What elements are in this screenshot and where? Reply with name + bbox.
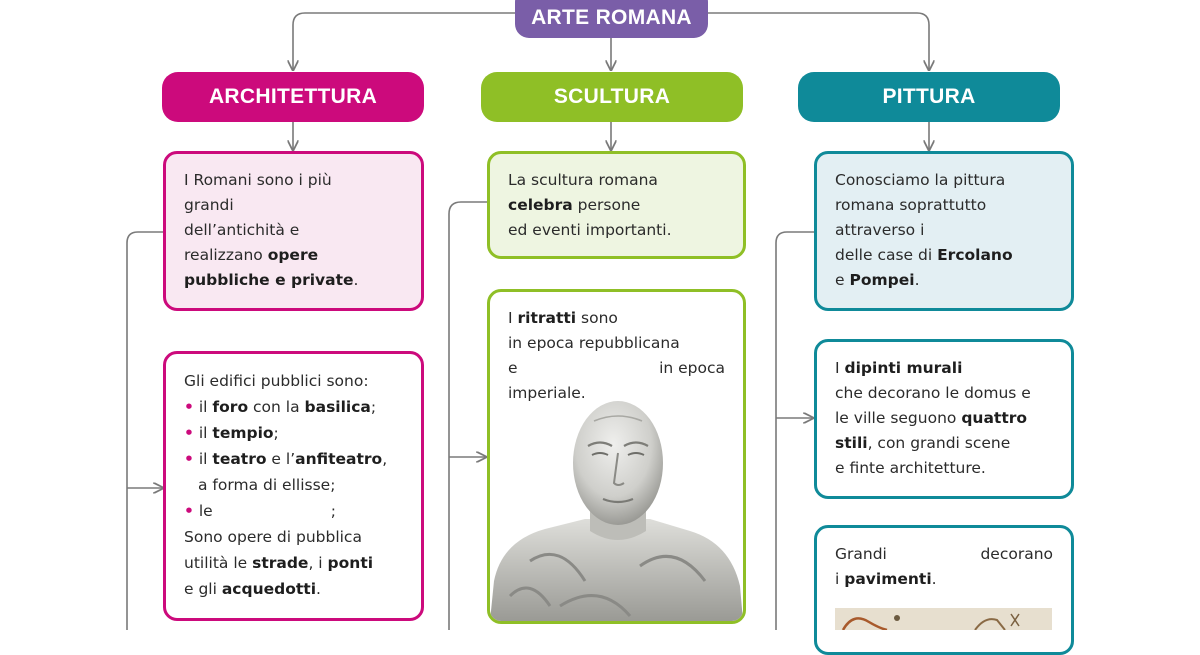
architettura-buildings-box <box>163 351 424 621</box>
text-span: le <box>198 502 213 520</box>
text-span: I <box>508 309 518 327</box>
keyword: anfiteatro <box>295 450 383 468</box>
keyword: celebra <box>508 196 573 214</box>
pittura-floors-box <box>814 525 1074 655</box>
bullet-item <box>184 498 403 524</box>
text-line <box>835 567 1053 592</box>
keyword: opere <box>267 246 319 264</box>
text-span: il <box>198 398 213 416</box>
bullet-icon: • <box>184 424 194 442</box>
header-architettura <box>162 72 424 122</box>
keyword: Ercolano <box>937 246 1013 264</box>
text-span: decorano <box>980 545 1053 563</box>
bullet-item <box>184 446 403 472</box>
text-line <box>508 306 725 331</box>
keyword: ritratti <box>517 309 577 327</box>
bullet-item <box>184 420 403 446</box>
connector-title-architettura <box>293 13 515 70</box>
text-line <box>184 268 403 293</box>
text-span: e l’ <box>266 450 296 468</box>
text-span: utilità le <box>184 554 253 572</box>
text-line: Sono opere di pubblica <box>184 528 362 546</box>
text-span: . <box>353 271 359 289</box>
text-line: attraverso i <box>835 221 925 239</box>
keyword: stili <box>835 434 868 452</box>
text-span: . <box>931 570 937 588</box>
text-span: persone <box>572 196 641 214</box>
text-span: . <box>316 580 321 598</box>
keyword: teatro <box>212 450 267 468</box>
keyword: dipinti murali <box>844 359 963 377</box>
keyword: pubbliche e private <box>184 271 354 289</box>
mosaic-image <box>835 608 1052 630</box>
text-line <box>184 576 403 602</box>
text-span: in epoca <box>659 359 725 377</box>
header-architettura-text: ARCHITETTURA <box>208 85 378 108</box>
bullet-icon: • <box>184 450 194 468</box>
text-span: sono <box>576 309 618 327</box>
text-line: grandi <box>184 196 234 214</box>
keyword: strade <box>252 554 309 572</box>
text-span: I <box>835 359 845 377</box>
text-span: , i <box>308 554 328 572</box>
bullet-item <box>184 394 403 420</box>
pittura-intro-box <box>814 151 1074 311</box>
text-line: ed eventi importanti. <box>508 221 672 239</box>
text-span: con la <box>248 398 305 416</box>
connector-mid-bracket <box>449 202 488 630</box>
text-line: La scultura romana <box>508 171 658 189</box>
scultura-portrait-box <box>487 289 746 624</box>
pittura-murals-box <box>814 339 1074 499</box>
header-scultura-text: SCULTURA <box>553 85 671 108</box>
text-line: I Romani sono i più <box>184 171 332 189</box>
text-line: a forma di ellisse; <box>198 476 336 494</box>
text-line: che decorano le domus e <box>835 384 1031 402</box>
connector-left-bracket <box>127 232 165 630</box>
scultura-intro-box <box>487 151 746 259</box>
text-line: Conosciamo la pittura <box>835 171 1006 189</box>
text-line: in epoca repubblicana <box>508 334 680 352</box>
text-line <box>184 550 403 576</box>
text-span: i <box>835 570 845 588</box>
keyword: ponti <box>327 554 374 572</box>
text-span: ; <box>330 502 336 520</box>
keyword: Pompei <box>849 271 915 289</box>
text-span: ; <box>370 398 377 416</box>
bullet-icon: • <box>184 502 194 520</box>
header-scultura <box>481 72 743 122</box>
text-line <box>508 193 725 218</box>
text-line <box>508 356 725 381</box>
text-line: e finte architetture. <box>835 459 986 477</box>
header-pittura <box>798 72 1060 122</box>
text-line <box>835 406 1053 431</box>
text-line: romana soprattutto <box>835 196 987 214</box>
text-line <box>835 356 1053 381</box>
keyword: foro <box>212 398 249 416</box>
roman-bust-image <box>490 391 743 621</box>
text-span: il <box>198 450 213 468</box>
keyword: pavimenti <box>844 570 932 588</box>
text-span: e <box>508 359 518 377</box>
text-line: dell’antichità e <box>184 221 300 239</box>
title-text: ARTE ROMANA <box>531 6 692 29</box>
header-pittura-text: PITTURA <box>882 85 976 108</box>
bullet-icon: • <box>184 398 194 416</box>
text-span: , con grandi scene <box>867 434 1011 452</box>
text-line <box>835 243 1053 268</box>
text-span: le ville seguono <box>835 409 962 427</box>
text-span: ; <box>273 424 279 442</box>
architettura-intro-box <box>163 151 424 311</box>
text-span: Grandi <box>835 545 887 563</box>
text-line <box>835 268 1053 293</box>
text-line <box>835 431 1053 456</box>
text-span: . <box>914 271 920 289</box>
title-badge <box>515 0 708 38</box>
connector-right-bracket <box>776 232 815 630</box>
text-line: Gli edifici pubblici sono: <box>184 372 369 390</box>
connector-title-pittura <box>707 13 929 70</box>
keyword: tempio <box>212 424 274 442</box>
text-line <box>184 243 403 268</box>
keyword: quattro <box>961 409 1028 427</box>
text-span: e gli <box>184 580 222 598</box>
keyword: basilica <box>304 398 371 416</box>
text-span: e <box>835 271 850 289</box>
text-span: delle case di <box>835 246 938 264</box>
keyword: acquedotti <box>221 580 317 598</box>
text-line: imperiale. <box>508 384 586 402</box>
text-span: il <box>198 424 213 442</box>
text-span: realizzano <box>184 246 268 264</box>
text-span: , <box>382 450 388 468</box>
text-line <box>835 542 1053 567</box>
